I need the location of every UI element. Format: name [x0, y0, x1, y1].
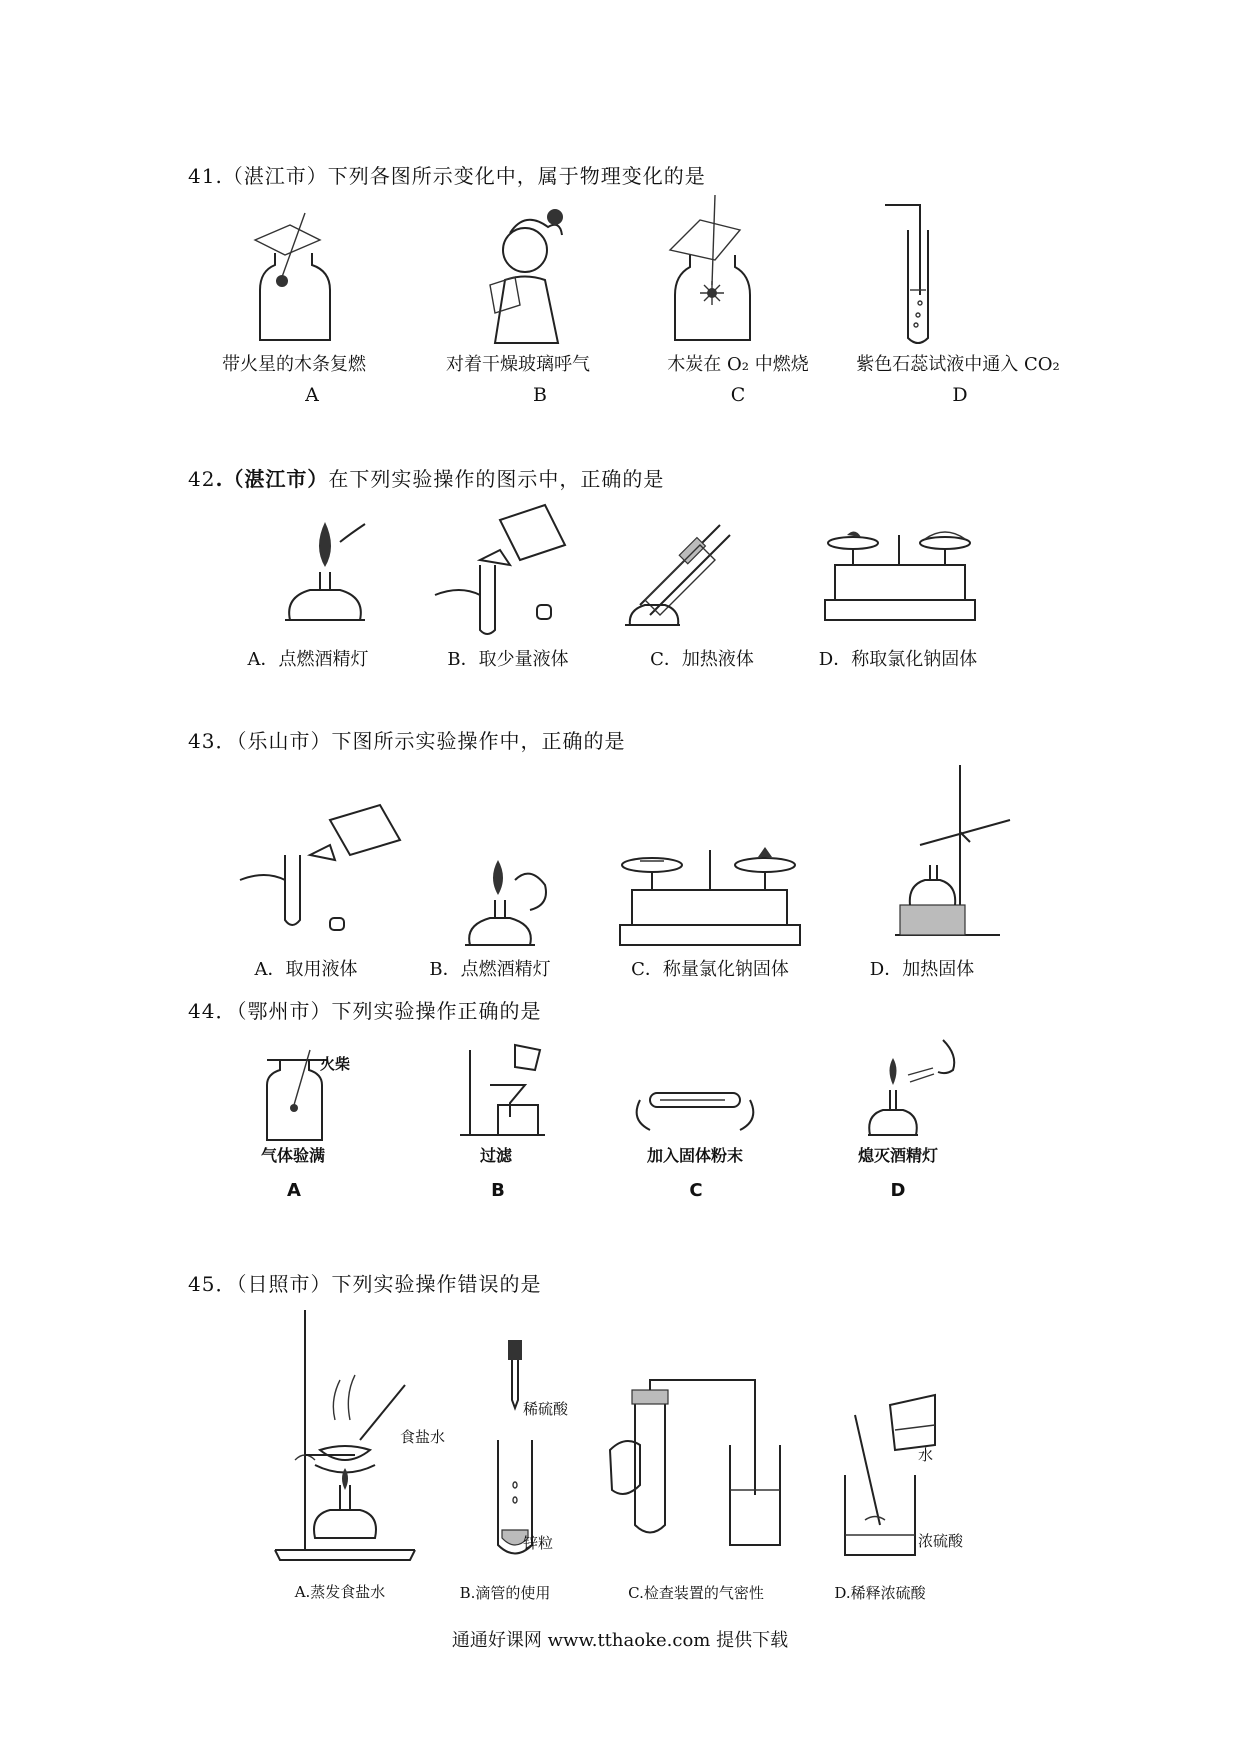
q45-label-dilute-acid: 稀硫酸	[523, 1400, 569, 1418]
q45-caption-c: C.检查装置的气密性	[628, 1584, 764, 1602]
q41-stem: 41.（湛江市）下列各图所示变化中，属于物理变化的是	[188, 164, 706, 188]
q45-label-salt-water: 食盐水	[400, 1428, 446, 1446]
q41-letter-b: B	[533, 384, 547, 406]
q45-label-water: 水	[918, 1446, 934, 1464]
q44-fig-b-filtering	[460, 1045, 550, 1140]
q45-stem: 45．（日照市）下列实验操作错误的是	[188, 1272, 542, 1296]
q43-fig-a-taking-liquid	[240, 800, 410, 940]
q41-letter-d: D	[952, 384, 968, 406]
q44-letter-c: C	[689, 1180, 703, 1201]
q44-caption-c: 加入固体粉末	[646, 1146, 744, 1165]
q42-caption-b: B．取少量液体	[447, 649, 569, 670]
q44-fig-c-adding-powder	[630, 1075, 760, 1135]
q41-caption-c: 木炭在 O₂ 中燃烧	[667, 354, 809, 375]
q43-caption-a: A．取用液体	[254, 959, 358, 980]
q41-caption-b: 对着干燥玻璃呼气	[446, 354, 590, 375]
q44-caption-d: 熄灭酒精灯	[857, 1146, 939, 1165]
q44-label-match: 火柴	[320, 1055, 351, 1073]
q43-caption-b: B．点燃酒精灯	[429, 959, 551, 980]
q43-fig-c-balance	[620, 845, 800, 955]
q44-caption-b: 过滤	[479, 1146, 513, 1165]
q41-fig-c-charcoal-burning	[670, 195, 760, 345]
q44-letter-b: B	[491, 1180, 505, 1201]
q45-caption-d: D.稀释浓硫酸	[834, 1584, 926, 1602]
q45-label-zinc: 锌粒	[523, 1534, 554, 1552]
q44-caption-a: 气体验满	[260, 1146, 326, 1165]
q42-source: .（湛江市）	[215, 467, 329, 491]
q41-fig-a-jar-splint	[250, 205, 340, 345]
q41-caption-d: 紫色石蕊试液中通入 CO₂	[856, 354, 1060, 375]
q41-fig-d-test-tube	[880, 200, 950, 350]
q45-label-conc-acid: 浓硫酸	[918, 1532, 964, 1550]
q43-fig-d-heating-solid	[890, 760, 1020, 950]
q42-fig-b-pouring	[425, 500, 575, 640]
q41-letter-c: C	[730, 384, 746, 406]
q42-caption-c: C．加热液体	[650, 649, 754, 670]
q44-letter-d: D	[890, 1180, 906, 1201]
q42-stem: 在下列实验操作的图示中，正确的是	[328, 467, 665, 491]
q42-number: 42	[188, 467, 216, 491]
q45-fig-c-airtight-check	[610, 1375, 790, 1560]
q43-fig-b-lighting-lamp	[460, 860, 570, 950]
q41-caption-a: 带火星的木条复燃	[222, 354, 366, 375]
q42-stem-line	[188, 463, 664, 492]
q45-fig-b-dropper	[490, 1340, 540, 1560]
page-footer: 通通好课网 www.tthaoke.com 提供下载	[451, 1630, 789, 1651]
q44-fig-d-extinguish-lamp	[858, 1040, 968, 1140]
q42-fig-c-heating-liquid	[620, 505, 750, 635]
q45-caption-a: A.蒸发食盐水	[294, 1583, 386, 1601]
q43-caption-c: C．称量氯化钠固体	[631, 959, 789, 980]
q41-fig-b-girl-breathing	[470, 205, 570, 345]
q43-caption-d: D．加热固体	[869, 959, 975, 980]
q45-caption-b: B.滴管的使用	[459, 1584, 551, 1602]
q44-stem: 44．（鄂州市）下列实验操作正确的是	[188, 999, 542, 1023]
q41-letter-a: A	[305, 384, 319, 406]
q42-fig-a-lighting-lamp	[275, 512, 385, 632]
q45-fig-a-evaporation	[275, 1310, 415, 1560]
q43-stem: 43．（乐山市）下图所示实验操作中，正确的是	[188, 729, 626, 753]
q42-caption-d: D．称取氯化钠固体	[818, 649, 978, 670]
q42-caption-a: A．点燃酒精灯	[247, 649, 369, 670]
q44-letter-a: A	[287, 1180, 301, 1201]
q42-fig-d-balance	[825, 525, 975, 635]
